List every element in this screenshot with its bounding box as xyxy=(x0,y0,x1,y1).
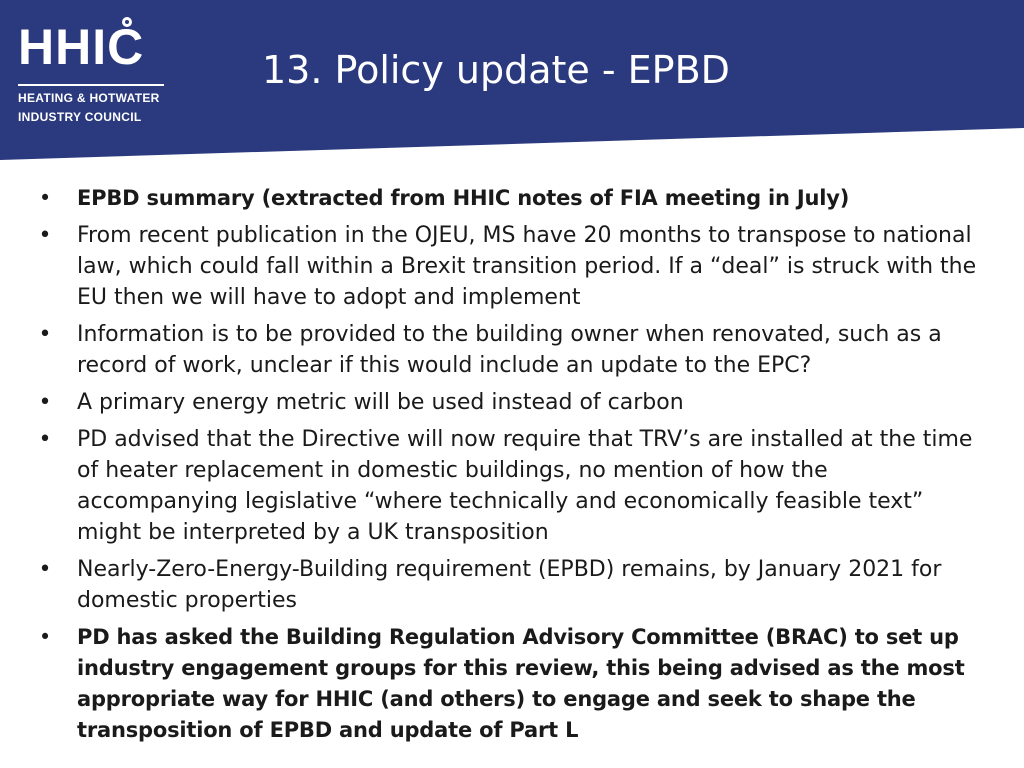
bullet-item xyxy=(38,424,988,548)
logo-subtitle-line1: HEATING & HOTWATER xyxy=(18,91,160,105)
bullet-list xyxy=(38,183,988,752)
bullet-icon: • xyxy=(38,186,52,210)
hhic-logo xyxy=(18,18,168,124)
logo-ring-icon xyxy=(122,17,132,27)
bullet-item xyxy=(38,387,988,418)
bullet-icon: • xyxy=(38,223,52,248)
bullet-text: A primary energy metric will be used instead of carbon xyxy=(77,390,684,415)
slide-title: 13. Policy update - EPBD xyxy=(262,48,730,92)
bullet-icon: • xyxy=(38,557,52,582)
bullet-text: PD advised that the Directive will now require that TRV’s are installed at the time of heater replacement in domestic buildings, no mention of how the accompanying legislative “where technically and economically feasible text” might be interpreted by a UK transposition xyxy=(77,427,973,545)
bullet-icon: • xyxy=(38,427,52,452)
logo-subtitle-line2: INDUSTRY COUNCIL xyxy=(18,110,142,124)
bullet-item xyxy=(38,220,988,313)
logo-wordmark: HHIC xyxy=(18,19,145,75)
bullet-icon: • xyxy=(38,625,52,649)
bullet-item xyxy=(38,554,988,616)
bullet-text: From recent publication in the OJEU, MS have 20 months to transpose to national law, which could fall within a Brexit transition period. If a “deal” is struck with the EU then we will have to adopt and implement xyxy=(77,223,977,310)
bullet-item xyxy=(38,319,988,381)
bullet-icon: • xyxy=(38,322,52,347)
bullet-text: Information is to be provided to the building owner when renovated, such as a record of work, unclear if this would include an update to the EPC? xyxy=(77,322,942,378)
bullet-text: PD has asked the Building Regulation Advisory Committee (BRAC) to set up industry engagement groups for this review, this being advised as the most appropriate way for HHIC (and others) to engage and seek to shape the transposition of EPBD and update of Part L xyxy=(77,625,965,742)
bullet-item xyxy=(38,622,988,746)
bullet-text: Nearly-Zero-Energy-Building requirement (EPBD) remains, by January 2021 for domestic properties xyxy=(77,557,942,613)
bullet-icon: • xyxy=(38,390,52,415)
bullet-text: EPBD summary (extracted from HHIC notes of FIA meeting in July) xyxy=(77,186,850,210)
bullet-item xyxy=(38,183,988,214)
logo-divider xyxy=(18,84,164,86)
